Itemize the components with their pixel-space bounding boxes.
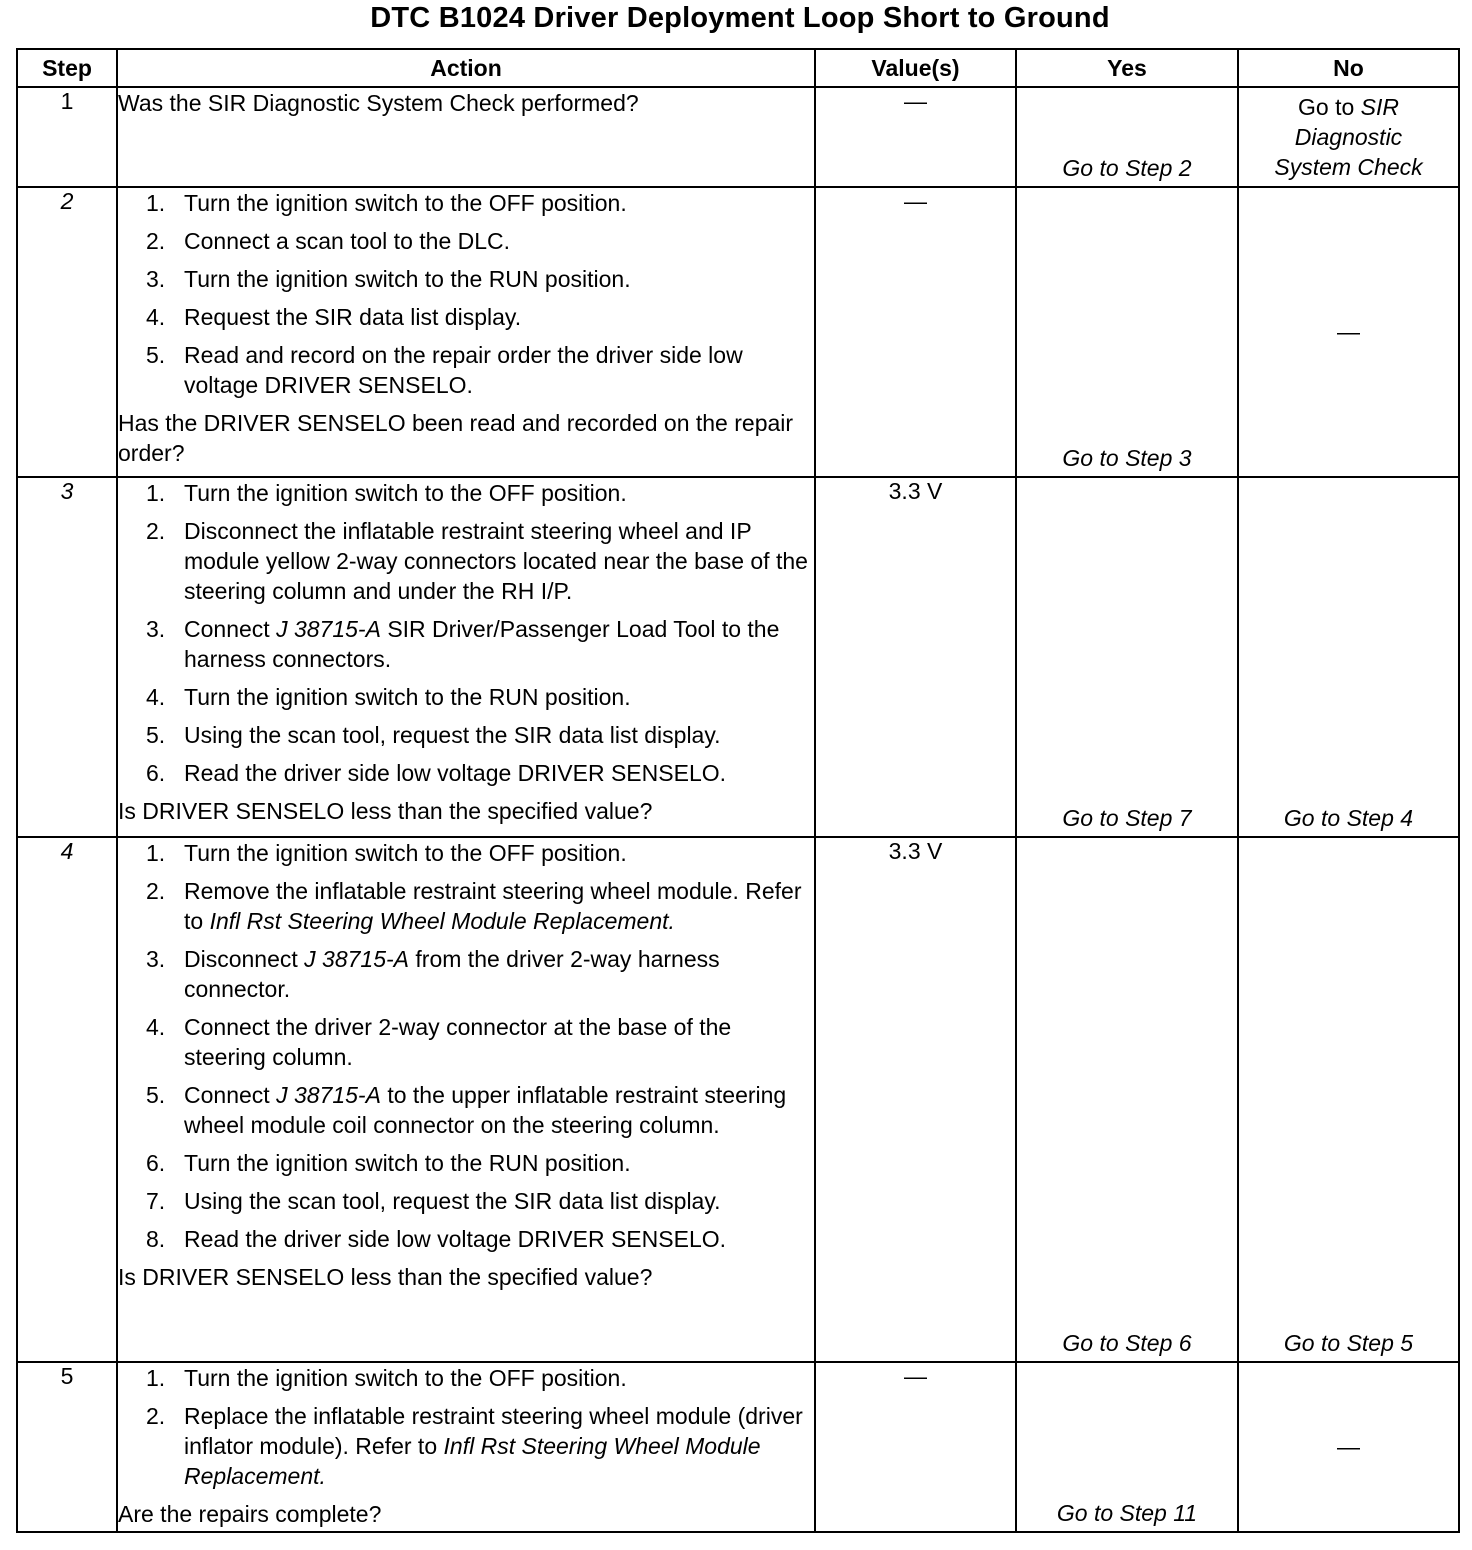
tool-ref: J 38715-A	[276, 1082, 381, 1108]
yes-link[interactable]: Go to Step 2	[1062, 155, 1192, 181]
yes-cell	[1016, 1362, 1238, 1532]
no-link[interactable]: Go to Step 4	[1283, 805, 1414, 831]
yes-link[interactable]: Go to Step 11	[1056, 1500, 1198, 1526]
action-steps	[118, 1363, 814, 1491]
step-number: 1	[17, 87, 117, 187]
procedure-ref: Infl Rst Steering Wheel Module Replacement.	[209, 908, 675, 934]
tool-ref: J 38715-A	[304, 946, 410, 972]
tool-ref: J 38715-A	[276, 616, 381, 642]
diagnostic-table	[16, 48, 1460, 1533]
action-steps	[118, 188, 814, 400]
value-cell: 3.3 V	[815, 477, 1016, 837]
header-yes: Yes	[1016, 49, 1238, 87]
table-row	[17, 837, 1459, 1362]
action-step: 7. Using the scan tool, request the SIR data list display.	[146, 1188, 721, 1214]
header-row	[17, 49, 1459, 87]
action-step: 2. Disconnect the inflatable restraint steering wheel and IP module yellow 2-way connectors located near the base of the steering column and under the RH I/P.	[146, 518, 808, 604]
table-row	[17, 87, 1459, 187]
no-prefix: Go to	[1298, 94, 1355, 120]
header-no: No	[1238, 49, 1459, 87]
yes-cell	[1016, 87, 1238, 187]
yes-link[interactable]: Go to Step 3	[1062, 445, 1192, 471]
procedure-ref: Infl Rst Steering Wheel Module Replacement.	[184, 1433, 761, 1489]
no-cell	[1238, 187, 1459, 477]
table-row	[17, 1362, 1459, 1532]
value-cell: —	[815, 187, 1016, 477]
action-steps	[118, 478, 814, 788]
value-cell: —	[815, 1362, 1016, 1532]
action-question: Has the DRIVER SENSELO been read and recorded on the repair order?	[118, 410, 794, 466]
action-question: Is DRIVER SENSELO less than the specified value?	[118, 798, 653, 824]
no-link[interactable]: Go to Step 5	[1283, 1330, 1414, 1356]
action-step: 4. Turn the ignition switch to the RUN position.	[146, 684, 631, 710]
step-number: 5	[17, 1362, 117, 1532]
step-number: 4	[17, 837, 117, 1362]
action-step: 2. Remove the inflatable restraint steering wheel module. Refer to Infl Rst Steering Wheel Module Replacement.	[146, 878, 802, 934]
action-step: 1. Turn the ignition switch to the OFF position.	[146, 1365, 627, 1391]
no-ref-3: System Check	[1274, 154, 1423, 180]
no-cell	[1238, 1362, 1459, 1532]
action-step: 8. Read the driver side low voltage DRIVER SENSELO.	[146, 1226, 727, 1252]
action-question: Are the repairs complete?	[118, 1501, 382, 1527]
action-cell	[117, 837, 815, 1362]
no-ref-2: Diagnostic	[1294, 124, 1403, 150]
value-cell: 3.3 V	[815, 837, 1016, 1362]
action-question: Is DRIVER SENSELO less than the specified value?	[118, 1264, 653, 1290]
no-cell	[1238, 477, 1459, 837]
no-value: —	[1337, 318, 1360, 345]
yes-cell	[1016, 187, 1238, 477]
header-value: Value(s)	[815, 49, 1016, 87]
header-action: Action	[117, 49, 815, 87]
no-cell[interactable]	[1238, 87, 1459, 187]
yes-link[interactable]: Go to Step 6	[1062, 1330, 1192, 1356]
table-row	[17, 187, 1459, 477]
action-step: 5. Using the scan tool, request the SIR data list display.	[146, 722, 721, 748]
action-step: 3. Disconnect J 38715-A from the driver 2-way harness connector.	[146, 946, 720, 1002]
no-ref-1: SIR	[1360, 94, 1399, 120]
action-step: 6. Turn the ignition switch to the RUN position.	[146, 1150, 631, 1176]
action-step: 3. Turn the ignition switch to the RUN position.	[146, 266, 631, 292]
action-step: 3. Connect J 38715-A SIR Driver/Passenger Load Tool to the harness connectors.	[146, 616, 780, 672]
yes-cell	[1016, 477, 1238, 837]
action-step: 1. Turn the ignition switch to the OFF position.	[146, 190, 627, 216]
action-step: 2. Connect a scan tool to the DLC.	[146, 228, 511, 254]
action-cell	[117, 87, 815, 187]
action-step: 5. Read and record on the repair order the driver side low voltage DRIVER SENSELO.	[146, 342, 743, 398]
action-step: 4. Request the SIR data list display.	[146, 304, 522, 330]
no-link	[1239, 88, 1458, 182]
action-step: 6. Read the driver side low voltage DRIVER SENSELO.	[146, 760, 727, 786]
action-step: 2. Replace the inflatable restraint steering wheel module (driver inflator module). Refer to Infl Rst Steering Wheel Module Replacement.	[146, 1403, 803, 1489]
no-cell	[1238, 837, 1459, 1362]
action-cell	[117, 187, 815, 477]
action-step: 4. Connect the driver 2-way connector at the base of the steering column.	[146, 1014, 732, 1070]
action-cell	[117, 477, 815, 837]
step-number: 2	[17, 187, 117, 477]
action-question: Was the SIR Diagnostic System Check performed?	[118, 90, 639, 116]
step-number: 3	[17, 477, 117, 837]
action-steps	[118, 838, 814, 1254]
action-step: 1. Turn the ignition switch to the OFF position.	[146, 480, 627, 506]
table-row	[17, 477, 1459, 837]
action-cell	[117, 1362, 815, 1532]
action-step: 1. Turn the ignition switch to the OFF position.	[146, 840, 627, 866]
no-value: —	[1337, 1433, 1360, 1460]
value-cell: —	[815, 87, 1016, 187]
page-title: DTC B1024 Driver Deployment Loop Short to Ground	[370, 2, 1110, 34]
header-step: Step	[17, 49, 117, 87]
action-step: 5. Connect J 38715-A to the upper inflatable restraint steering wheel module coil connector on the steering column.	[146, 1082, 787, 1138]
yes-cell	[1016, 837, 1238, 1362]
yes-link[interactable]: Go to Step 7	[1062, 805, 1192, 831]
